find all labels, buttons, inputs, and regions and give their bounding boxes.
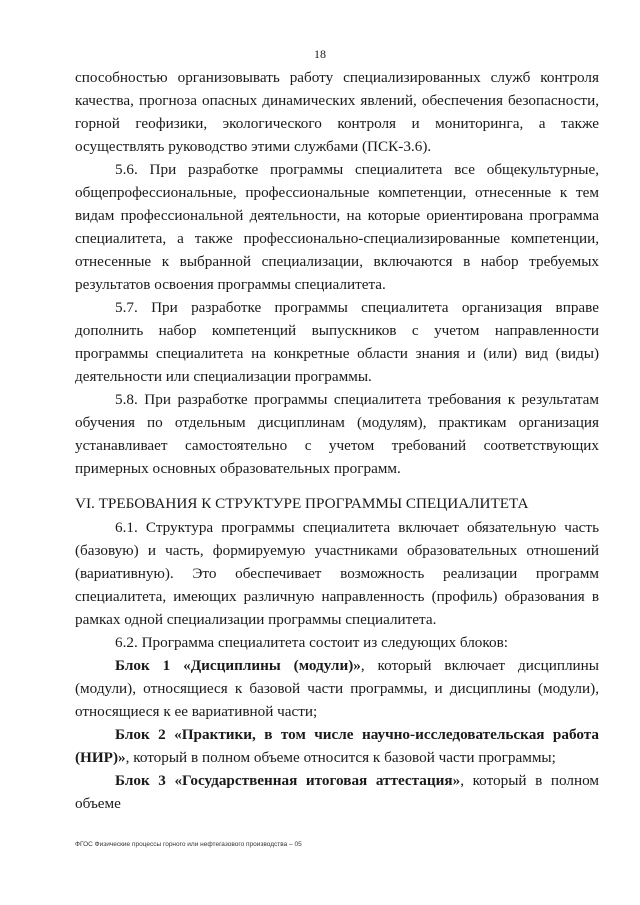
paragraph-6-1: 6.1. Структура программы специалитета включает обязательную часть (базовую) и часть, формируемую участниками образовательных отношений (вариативную). Это обеспечивает возможность реализации программ специалитета, имеющих различную направленность (профиль) образования в рамках одной специализации программы специалитета. xyxy=(75,519,599,628)
paragraph-5-6: 5.6. При разработке программы специалитета все общекультурные, общепрофессиональные, профессиональные компетенции, отнесенные к тем видам профессиональной деятельности, на которые ориентирована программа специалитета, а также профессионально-специализированные компетенции, отнесенные к выбранной специализации, включаются в набор требуемых результатов освоения программы специалитета. xyxy=(75,161,599,293)
block-3-description: , который в полном объеме xyxy=(75,772,599,812)
page-number: 18 xyxy=(314,47,326,61)
section-heading-vi: VI. ТРЕБОВАНИЯ К СТРУКТУРЕ ПРОГРАММЫ СПЕЦИАЛИТЕТА xyxy=(75,495,529,512)
page-footer: ФГОС Физические процессы горного или нефтегазового производства – 05 xyxy=(75,841,302,848)
block-3-item xyxy=(75,769,599,815)
block-2-description: , который в полном объеме относится к базовой части программы; xyxy=(125,749,556,766)
paragraph-6-2: 6.2. Программа специалитета состоит из следующих блоков: xyxy=(115,634,508,651)
paragraph-continuation: способностью организовывать работу специализированных служб контроля качества, прогноза опасных динамических явлений, обеспечения безопасности, горной геофизики, экологического контроля и мониторинга, а также осуществлять руководство этими службами (ПСК-3.6). xyxy=(75,69,599,155)
block-2-item xyxy=(75,723,599,769)
block-3-title: Блок 3 «Государственная итоговая аттестация» xyxy=(115,772,461,789)
block-1-item xyxy=(75,654,599,723)
block-1-description: , который включает дисциплины (модули), относящиеся к базовой части программы, и дисциплины (модули), относящиеся к ее вариативной части; xyxy=(75,657,599,720)
block-2-title: Блок 2 «Практики, в том числе научно-исследовательская работа (НИР)» xyxy=(75,726,599,766)
paragraph-5-8: 5.8. При разработке программы специалитета требования к результатам обучения по отдельным дисциплинам (модулям), практикам организация устанавливает самостоятельно с учетом требований соответствующих примерных основных образовательных программ. xyxy=(75,391,599,477)
document-body xyxy=(75,66,599,815)
paragraph-5-7: 5.7. При разработке программы специалитета организация вправе дополнить набор компетенций выпускников с учетом направленности программы специалитета на конкретные области знания и (или) вид (виды) деятельности или специализации программы. xyxy=(75,299,599,385)
block-1-title: Блок 1 «Дисциплины (модули)» xyxy=(115,657,361,674)
